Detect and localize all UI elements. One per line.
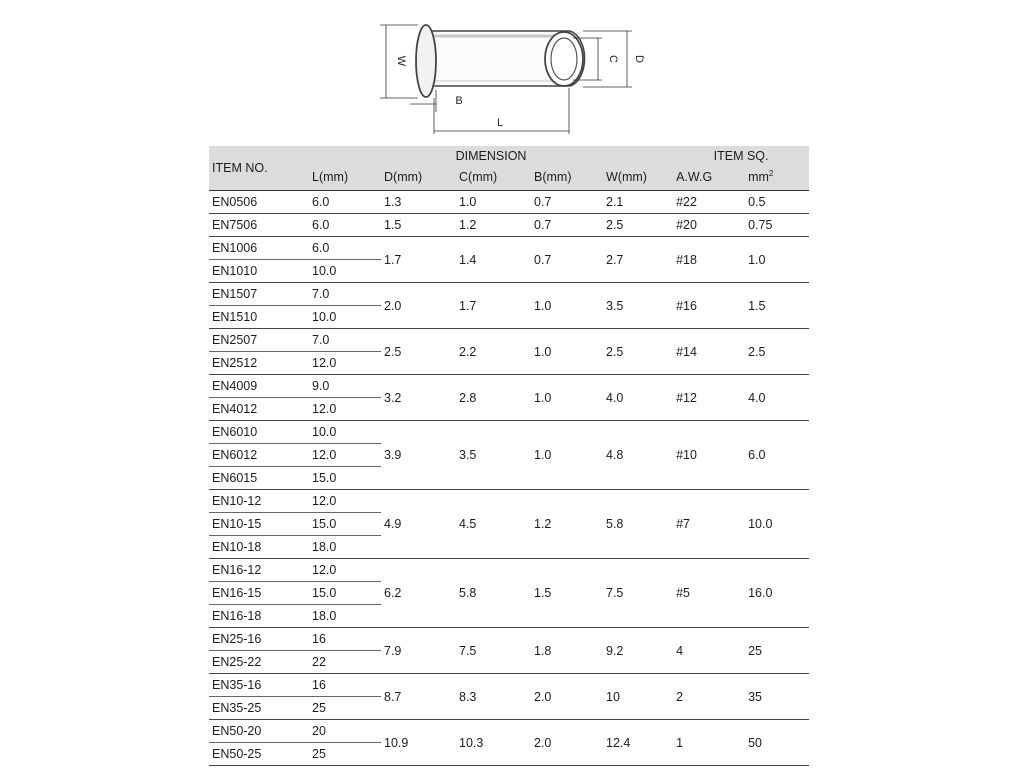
table-row — [209, 375, 809, 398]
table-row — [209, 720, 809, 743]
item-number-cell: EN16-12 — [209, 559, 309, 582]
header-l: L(mm) — [309, 166, 381, 191]
w-cell: 10 — [603, 674, 673, 720]
awg-cell: #7 — [673, 490, 745, 559]
length-cell: 6.0 — [309, 237, 381, 260]
table-row — [209, 191, 809, 214]
item-number-cell: EN16-15 — [209, 582, 309, 605]
label-b: B — [455, 95, 463, 107]
mm2-cell: 4.0 — [745, 375, 809, 421]
length-cell: 10.0 — [309, 260, 381, 283]
item-number-cell: EN7506 — [209, 214, 309, 237]
header-item-sq: ITEM SQ. — [673, 146, 809, 166]
b-cell: 0.7 — [531, 214, 603, 237]
b-cell: 1.0 — [531, 375, 603, 421]
header-b: B(mm) — [531, 166, 603, 191]
label-d: D — [633, 55, 645, 63]
item-number-cell: EN1010 — [209, 260, 309, 283]
item-number-cell: EN1006 — [209, 237, 309, 260]
header-mm2-superscript: 2 — [768, 169, 774, 179]
awg-cell: 4 — [673, 628, 745, 674]
header-d: D(mm) — [381, 166, 456, 191]
length-cell: 22 — [309, 651, 381, 674]
awg-cell: 2 — [673, 674, 745, 720]
spec-table-body — [209, 191, 809, 766]
mm2-cell: 0.5 — [745, 191, 809, 214]
item-number-cell: EN2512 — [209, 352, 309, 375]
ferrule-dimension-diagram — [370, 10, 645, 140]
w-cell: 9.2 — [603, 628, 673, 674]
item-number-cell: EN1507 — [209, 283, 309, 306]
mm2-cell: 25 — [745, 628, 809, 674]
header-w: W(mm) — [603, 166, 673, 191]
w-cell: 2.5 — [603, 214, 673, 237]
length-cell: 10.0 — [309, 421, 381, 444]
ferrule-opening-inner — [551, 38, 577, 80]
b-cell: 0.7 — [531, 191, 603, 214]
d-cell: 8.7 — [381, 674, 456, 720]
label-c: C — [607, 55, 619, 63]
item-number-cell: EN10-15 — [209, 513, 309, 536]
item-number-cell: EN10-12 — [209, 490, 309, 513]
ferrule-collar — [416, 25, 436, 97]
table-row — [209, 628, 809, 651]
ferrule-spec-table — [209, 146, 809, 766]
c-cell: 1.4 — [456, 237, 531, 283]
item-number-cell: EN4009 — [209, 375, 309, 398]
length-cell: 7.0 — [309, 283, 381, 306]
c-cell: 7.5 — [456, 628, 531, 674]
mm2-cell: 10.0 — [745, 490, 809, 559]
c-cell: 2.8 — [456, 375, 531, 421]
header-awg: A.W.G — [673, 166, 745, 191]
mm2-cell: 1.5 — [745, 283, 809, 329]
awg-cell: #12 — [673, 375, 745, 421]
item-number-cell: EN25-22 — [209, 651, 309, 674]
item-number-cell: EN6010 — [209, 421, 309, 444]
header-mm2-unit: mm — [748, 170, 769, 185]
c-cell: 8.3 — [456, 674, 531, 720]
table-row — [209, 490, 809, 513]
awg-cell: #10 — [673, 421, 745, 490]
awg-cell: 1 — [673, 720, 745, 766]
d-cell: 3.2 — [381, 375, 456, 421]
b-cell: 1.0 — [531, 329, 603, 375]
w-cell: 4.0 — [603, 375, 673, 421]
c-cell: 1.7 — [456, 283, 531, 329]
w-cell: 2.1 — [603, 191, 673, 214]
b-cell: 1.0 — [531, 283, 603, 329]
d-cell: 1.3 — [381, 191, 456, 214]
length-cell: 16 — [309, 628, 381, 651]
item-number-cell: EN6015 — [209, 467, 309, 490]
d-cell: 10.9 — [381, 720, 456, 766]
item-number-cell: EN35-16 — [209, 674, 309, 697]
length-cell: 6.0 — [309, 191, 381, 214]
mm2-cell: 2.5 — [745, 329, 809, 375]
length-cell: 7.0 — [309, 329, 381, 352]
mm2-cell: 16.0 — [745, 559, 809, 628]
awg-cell: #20 — [673, 214, 745, 237]
d-cell: 6.2 — [381, 559, 456, 628]
table-row — [209, 237, 809, 260]
table-row — [209, 421, 809, 444]
header-c: C(mm) — [456, 166, 531, 191]
label-w: W — [395, 55, 407, 67]
b-cell: 2.0 — [531, 720, 603, 766]
awg-cell: #22 — [673, 191, 745, 214]
b-cell: 1.5 — [531, 559, 603, 628]
table-row — [209, 214, 809, 237]
length-cell: 9.0 — [309, 375, 381, 398]
d-cell: 4.9 — [381, 490, 456, 559]
length-cell: 15.0 — [309, 467, 381, 490]
mm2-cell: 50 — [745, 720, 809, 766]
w-cell: 4.8 — [603, 421, 673, 490]
c-cell: 1.2 — [456, 214, 531, 237]
item-number-cell: EN1510 — [209, 306, 309, 329]
c-cell: 10.3 — [456, 720, 531, 766]
length-cell: 12.0 — [309, 352, 381, 375]
length-cell: 10.0 — [309, 306, 381, 329]
length-cell: 12.0 — [309, 490, 381, 513]
label-l: L — [496, 117, 504, 129]
awg-cell: #5 — [673, 559, 745, 628]
w-cell: 7.5 — [603, 559, 673, 628]
length-cell: 12.0 — [309, 398, 381, 421]
w-cell: 12.4 — [603, 720, 673, 766]
w-cell: 5.8 — [603, 490, 673, 559]
w-cell: 2.5 — [603, 329, 673, 375]
item-number-cell: EN16-18 — [209, 605, 309, 628]
length-cell: 6.0 — [309, 214, 381, 237]
awg-cell: #18 — [673, 237, 745, 283]
header-item-no: ITEM NO. — [209, 146, 309, 191]
length-cell: 25 — [309, 743, 381, 766]
d-cell: 7.9 — [381, 628, 456, 674]
mm2-cell: 1.0 — [745, 237, 809, 283]
c-cell: 3.5 — [456, 421, 531, 490]
b-cell: 0.7 — [531, 237, 603, 283]
mm2-cell: 0.75 — [745, 214, 809, 237]
length-cell: 25 — [309, 697, 381, 720]
mm2-cell: 35 — [745, 674, 809, 720]
d-cell: 1.5 — [381, 214, 456, 237]
c-cell: 1.0 — [456, 191, 531, 214]
w-cell: 2.7 — [603, 237, 673, 283]
table-row — [209, 329, 809, 352]
awg-cell: #16 — [673, 283, 745, 329]
d-cell: 2.5 — [381, 329, 456, 375]
item-number-cell: EN25-16 — [209, 628, 309, 651]
length-cell: 15.0 — [309, 513, 381, 536]
length-cell: 18.0 — [309, 605, 381, 628]
c-cell: 2.2 — [456, 329, 531, 375]
item-number-cell: EN35-25 — [209, 697, 309, 720]
length-cell: 16 — [309, 674, 381, 697]
item-number-cell: EN6012 — [209, 444, 309, 467]
mm2-cell: 6.0 — [745, 421, 809, 490]
length-cell: 18.0 — [309, 536, 381, 559]
w-cell: 3.5 — [603, 283, 673, 329]
item-number-cell: EN2507 — [209, 329, 309, 352]
item-number-cell: EN50-25 — [209, 743, 309, 766]
table-row — [209, 283, 809, 306]
length-cell: 12.0 — [309, 444, 381, 467]
table-row — [209, 674, 809, 697]
length-cell: 12.0 — [309, 559, 381, 582]
d-cell: 2.0 — [381, 283, 456, 329]
item-number-cell: EN4012 — [209, 398, 309, 421]
b-cell: 1.0 — [531, 421, 603, 490]
awg-cell: #14 — [673, 329, 745, 375]
d-cell: 3.9 — [381, 421, 456, 490]
table-row — [209, 559, 809, 582]
item-number-cell: EN0506 — [209, 191, 309, 214]
item-number-cell: EN50-20 — [209, 720, 309, 743]
header-mm2 — [745, 166, 809, 191]
b-cell: 2.0 — [531, 674, 603, 720]
b-cell: 1.8 — [531, 628, 603, 674]
item-number-cell: EN10-18 — [209, 536, 309, 559]
header-dimension: DIMENSION — [309, 146, 673, 166]
d-cell: 1.7 — [381, 237, 456, 283]
c-cell: 5.8 — [456, 559, 531, 628]
length-cell: 20 — [309, 720, 381, 743]
length-cell: 15.0 — [309, 582, 381, 605]
b-cell: 1.2 — [531, 490, 603, 559]
c-cell: 4.5 — [456, 490, 531, 559]
